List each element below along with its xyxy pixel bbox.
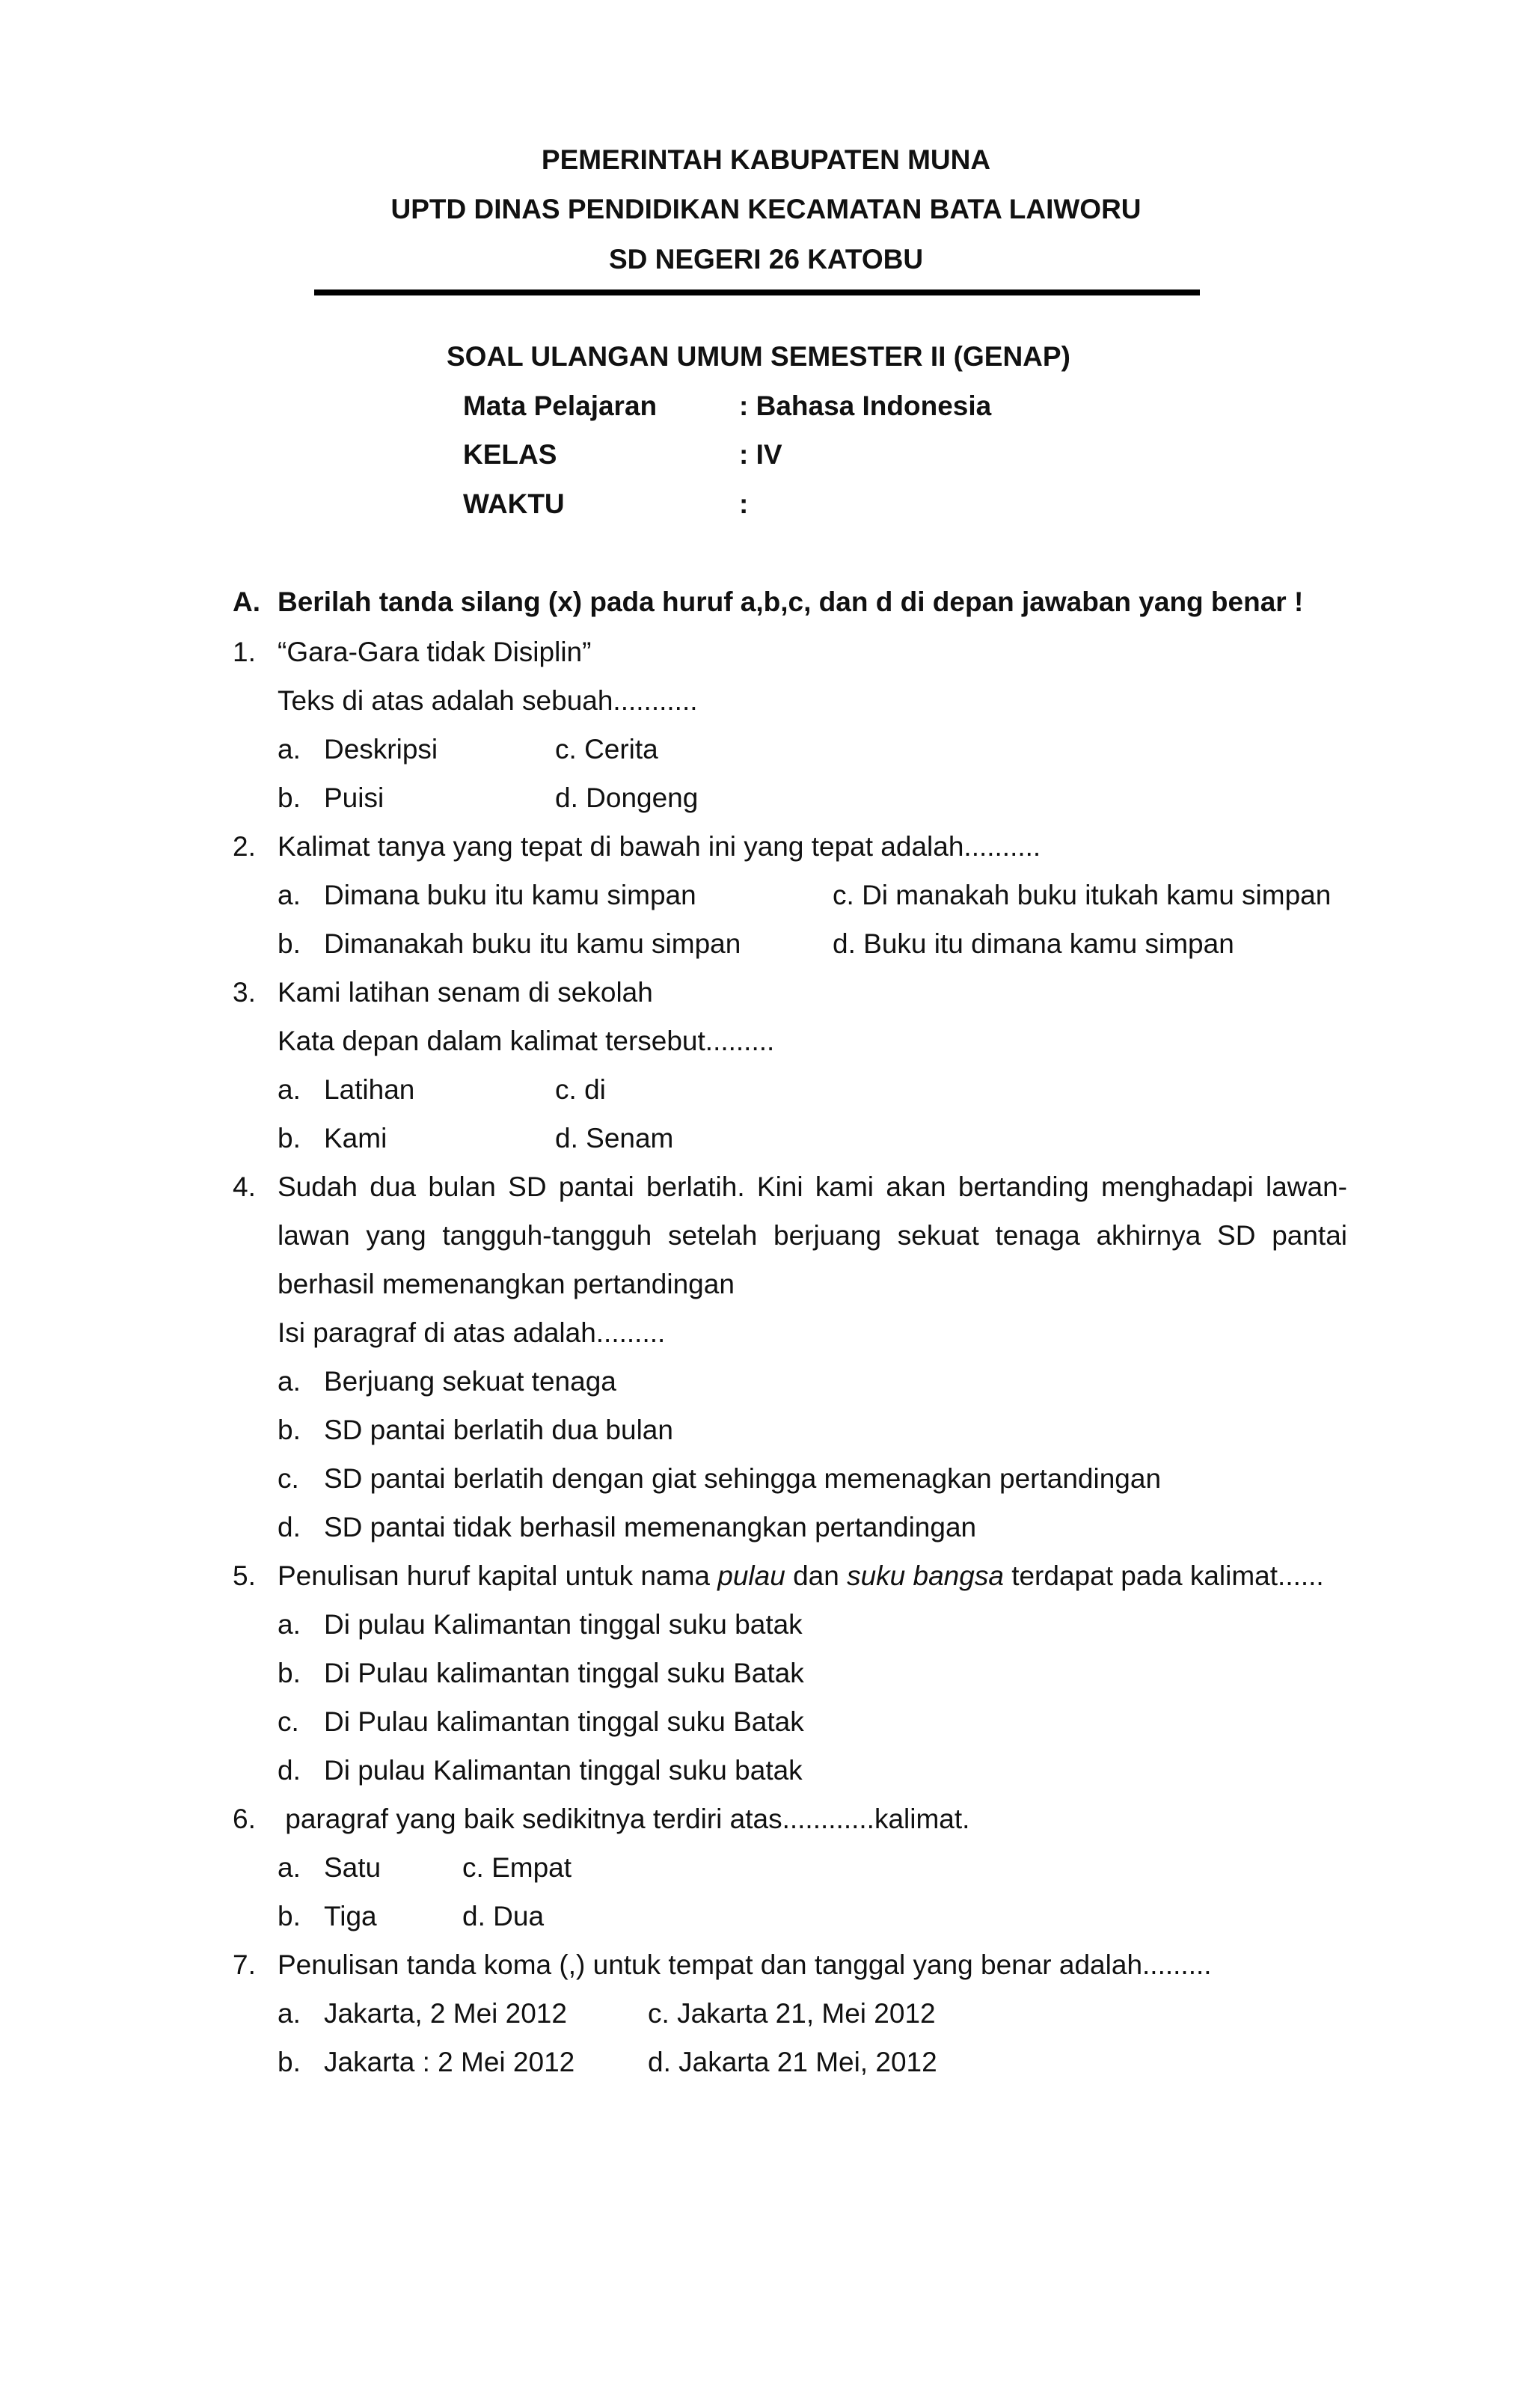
option-letter: c. — [833, 880, 854, 910]
option-a[interactable] — [278, 1843, 381, 1892]
stem-part: Penulisan huruf kapital untuk nama — [278, 1560, 718, 1591]
option-text: Jakarta, 2 Mei 2012 — [324, 1998, 567, 2029]
option-c[interactable] — [648, 1989, 936, 2038]
options — [278, 1357, 1347, 1551]
header-department: UPTD DINAS PENDIDIKAN KECAMATAN BATA LAIWORU — [390, 194, 1142, 224]
option-a[interactable] — [278, 725, 438, 773]
meta-time-value: : — [739, 488, 749, 519]
option-letter: b. — [278, 928, 301, 959]
option-d[interactable] — [555, 773, 698, 822]
meta-subject-value: : Bahasa Indonesia — [739, 390, 992, 421]
option-b[interactable] — [278, 773, 384, 822]
exam-title: SOAL ULANGAN UMUM SEMESTER II (GENAP) — [447, 341, 1070, 372]
option-c[interactable] — [833, 871, 1331, 919]
option-c[interactable] — [462, 1843, 572, 1892]
options — [278, 725, 1347, 822]
question-text: paragraf yang baik sedikitnya terdiri atas............kalimat. — [278, 1804, 970, 1834]
option-b[interactable] — [278, 1114, 387, 1162]
section-letter: A. — [233, 586, 260, 617]
option-text: Jakarta 21, Mei 2012 — [677, 1998, 936, 2029]
option-letter: a. — [278, 734, 301, 765]
header-divider — [314, 289, 1200, 295]
question-number: 6. — [233, 1804, 256, 1834]
option-b[interactable] — [278, 1649, 804, 1697]
header-government: PEMERINTAH KABUPATEN MUNA — [541, 144, 991, 175]
question-paragraph: Sudah dua bulan SD pantai berlatih. Kini kami akan bertanding menghadapi lawan-lawan yang tangguh-tangguh setelah berjuang sekuat tenaga akhirnya SD pantai berhasil memenangkan pertandingan — [278, 1171, 1347, 1299]
option-b[interactable] — [278, 1406, 673, 1454]
question-paragraph — [278, 1551, 1347, 1600]
question-3 — [233, 968, 1347, 1162]
question-number: 7. — [233, 1949, 256, 1980]
option-letter: c. — [278, 1463, 299, 1494]
option-b[interactable] — [278, 919, 741, 968]
option-c[interactable] — [555, 1065, 606, 1114]
option-c[interactable] — [278, 1454, 1161, 1503]
option-text: Di manakah buku itukah kamu simpan — [862, 880, 1332, 910]
options — [278, 1989, 1347, 2086]
question-6 — [233, 1795, 1347, 1940]
option-text: Empat — [491, 1852, 572, 1883]
option-a[interactable] — [278, 1989, 567, 2038]
option-text: Jakarta 21 Mei, 2012 — [678, 2047, 937, 2077]
option-text: Latihan — [324, 1074, 415, 1105]
header-school: SD NEGERI 26 KATOBU — [608, 244, 924, 275]
option-d[interactable] — [833, 919, 1234, 968]
options — [278, 1843, 1347, 1940]
option-letter: a. — [278, 1609, 301, 1640]
stem-emphasis-pulau: pulau — [717, 1560, 785, 1591]
option-a[interactable] — [278, 1357, 616, 1406]
option-letter: d. — [833, 928, 856, 959]
option-text: SD pantai tidak berhasil memenangkan pertandingan — [324, 1512, 977, 1542]
option-text: SD pantai berlatih dengan giat sehingga memenagkan pertandingan — [324, 1463, 1162, 1494]
option-letter: d. — [278, 1512, 301, 1542]
question-text: “Gara-Gara tidak Disiplin” — [278, 637, 592, 667]
option-letter: c. — [462, 1852, 484, 1883]
option-c[interactable] — [278, 1697, 804, 1746]
option-text: Di Pulau kalimantan tinggal suku Batak — [324, 1706, 804, 1737]
option-letter: b. — [278, 782, 301, 813]
question-text: Teks di atas adalah sebuah........... — [278, 685, 698, 716]
question-text: Kami latihan senam di sekolah — [278, 977, 653, 1008]
option-letter: b. — [278, 1123, 301, 1154]
option-text: Dongeng — [586, 782, 699, 813]
option-b[interactable] — [278, 1892, 377, 1940]
option-letter: b. — [278, 2047, 301, 2077]
option-text: Puisi — [324, 782, 384, 813]
question-1 — [233, 628, 1347, 822]
option-letter: c. — [648, 1998, 670, 2029]
option-d[interactable] — [462, 1892, 544, 1940]
question-number: 1. — [233, 637, 256, 667]
option-letter: d. — [648, 2047, 671, 2077]
question-2 — [233, 822, 1347, 968]
meta-subject-key: Mata Pelajaran — [463, 390, 658, 421]
question-5 — [233, 1551, 1347, 1795]
option-text: Tiga — [324, 1901, 377, 1931]
stem-emphasis-suku-bangsa: suku bangsa — [847, 1560, 1004, 1591]
option-a[interactable] — [278, 1065, 414, 1114]
question-number: 4. — [233, 1171, 256, 1202]
option-letter: b. — [278, 1901, 301, 1931]
option-letter: a. — [278, 880, 301, 910]
option-text: Dua — [493, 1901, 545, 1931]
option-letter: a. — [278, 1074, 301, 1105]
option-text: Berjuang sekuat tenaga — [324, 1366, 616, 1397]
option-text: Di pulau Kalimantan tinggal suku batak — [324, 1609, 803, 1640]
option-letter: a. — [278, 1998, 301, 2029]
option-d[interactable] — [278, 1746, 803, 1795]
option-letter: d. — [278, 1755, 301, 1786]
option-letter: a. — [278, 1852, 301, 1883]
question-text: Isi paragraf di atas adalah......... — [278, 1317, 666, 1348]
question-7 — [233, 1940, 1347, 2086]
option-letter: d. — [555, 782, 578, 813]
option-letter: c. — [555, 734, 577, 765]
question-list — [233, 628, 1347, 2086]
option-text: Dimanakah buku itu kamu simpan — [324, 928, 741, 959]
question-4 — [233, 1162, 1347, 1551]
options — [278, 1065, 1347, 1162]
option-text: Di Pulau kalimantan tinggal suku Batak — [324, 1658, 804, 1688]
option-d[interactable] — [278, 1503, 976, 1551]
question-number: 5. — [233, 1560, 256, 1591]
options — [278, 1600, 1347, 1795]
option-text: SD pantai berlatih dua bulan — [324, 1415, 673, 1445]
option-letter: b. — [278, 1658, 301, 1688]
meta-time-key: WAKTU — [463, 488, 565, 519]
option-text: Kami — [324, 1123, 387, 1154]
option-text: Satu — [324, 1852, 382, 1883]
option-text: di — [584, 1074, 606, 1105]
stem-part: dan — [785, 1560, 848, 1591]
option-letter: b. — [278, 1415, 301, 1445]
option-a[interactable] — [278, 1600, 803, 1649]
option-letter: c. — [278, 1706, 299, 1737]
option-text: Di pulau Kalimantan tinggal suku batak — [324, 1755, 803, 1786]
option-d[interactable] — [648, 2038, 937, 2086]
section-text: Berilah tanda silang (x) pada huruf a,b,c, dan d di depan jawaban yang benar ! — [278, 586, 1304, 617]
option-text: Cerita — [584, 734, 658, 765]
option-b[interactable] — [278, 2038, 574, 2086]
option-d[interactable] — [555, 1114, 673, 1162]
option-letter: d. — [462, 1901, 485, 1931]
option-letter: c. — [555, 1074, 577, 1105]
option-letter: d. — [555, 1123, 578, 1154]
question-text: Penulisan tanda koma (,) untuk tempat dan tanggal yang benar adalah......... — [278, 1949, 1212, 1980]
question-text: Kalimat tanya yang tepat di bawah ini yang tepat adalah.......... — [278, 831, 1041, 862]
option-c[interactable] — [555, 725, 658, 773]
option-text: Buku itu dimana kamu simpan — [863, 928, 1234, 959]
meta-class-value: : IV — [739, 439, 782, 470]
options — [278, 871, 1347, 968]
meta-class-key: KELAS — [463, 439, 557, 470]
option-letter: a. — [278, 1366, 301, 1397]
question-number: 3. — [233, 977, 256, 1008]
option-text: Senam — [586, 1123, 674, 1154]
stem-part: terdapat pada kalimat...... — [1003, 1560, 1324, 1591]
question-text: Kata depan dalam kalimat tersebut......... — [278, 1026, 775, 1056]
option-text: Jakarta : 2 Mei 2012 — [324, 2047, 575, 2077]
option-text: Dimana buku itu kamu simpan — [324, 880, 696, 910]
option-text: Deskripsi — [324, 734, 438, 765]
question-number: 2. — [233, 831, 256, 862]
option-a[interactable] — [278, 871, 696, 919]
